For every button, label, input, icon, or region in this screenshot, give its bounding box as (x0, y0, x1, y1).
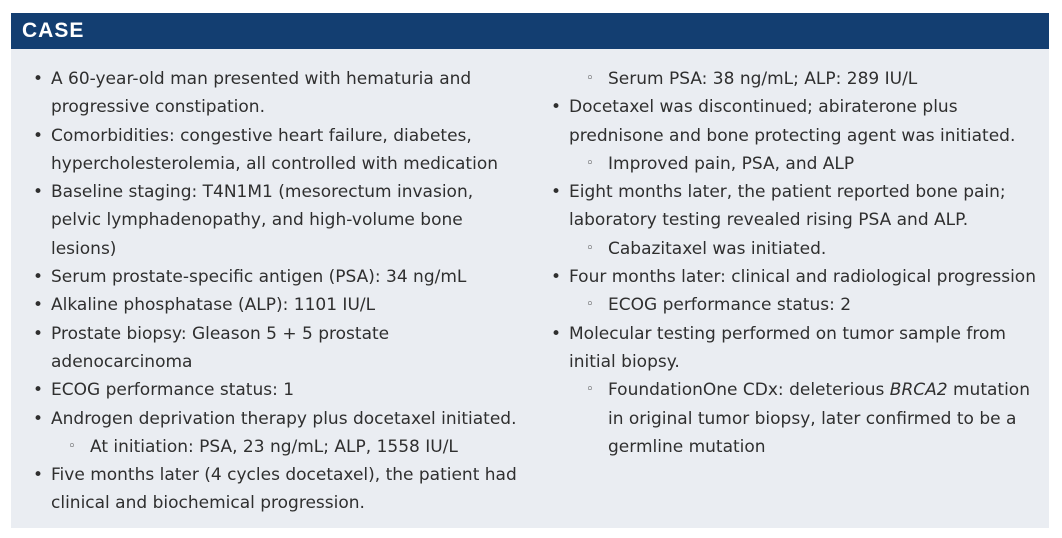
list-item (33, 263, 523, 291)
sub-list-item (551, 150, 1041, 178)
right-column-list (551, 65, 1041, 461)
list-item (33, 291, 523, 319)
bullet-icon: • (33, 465, 44, 486)
list-item-text: At initiation: PSA, 23 ng/mL; ALP, 1558 IU/L (90, 436, 458, 457)
list-item-text: Cabazitaxel was initiated. (608, 238, 827, 259)
sub-bullet-icon: ◦ (586, 71, 594, 86)
list-item-text: Docetaxel was discontinued; abiraterone plus prednisone and bone protecting agent was initiated. (569, 97, 1016, 146)
bullet-icon: • (551, 97, 562, 118)
list-item-text: Improved pain, PSA, and ALP (608, 153, 855, 174)
sub-list-item (551, 291, 1041, 319)
sub-bullet-icon: ◦ (68, 438, 76, 454)
list-item-text: ECOG performance status: 2 (608, 295, 852, 316)
sub-list-item (551, 376, 1041, 461)
list-item (33, 65, 523, 122)
list-item-text: ECOG performance status: 1 (51, 380, 295, 401)
sub-list-item (551, 235, 1041, 263)
list-item (33, 376, 523, 404)
sub-bullet-icon: ◦ (586, 155, 594, 171)
case-body (11, 49, 1049, 528)
bullet-icon: • (33, 125, 44, 146)
bullet-icon: • (551, 267, 562, 288)
bullet-icon: • (33, 323, 44, 344)
list-item (551, 263, 1041, 291)
list-item (551, 320, 1041, 377)
list-item (33, 122, 523, 179)
list-item (33, 178, 523, 263)
list-item-text: Four months later: clinical and radiological progression (569, 267, 1036, 288)
list-item-text: A 60-year-old man presented with hematuria and progressive constipation. (51, 69, 472, 118)
case-header (11, 13, 1049, 49)
list-item-text: Comorbidities: congestive heart failure, diabetes, hypercholesterolemia, all controlled with medication (51, 125, 498, 174)
sub-bullet-icon: ◦ (586, 382, 594, 398)
bullet-icon: • (33, 69, 44, 89)
list-item (33, 405, 523, 433)
list-item-text: Prostate biopsy: Gleason 5 + 5 prostate adenocarcinoma (51, 323, 390, 372)
sub-bullet-icon: ◦ (586, 297, 594, 313)
sub-list-item (33, 433, 523, 461)
list-item (551, 93, 1041, 150)
bullet-icon: • (33, 182, 44, 203)
list-item-text (608, 380, 1030, 457)
left-column-list (33, 65, 523, 518)
list-item-text: Eight months later, the patient reported bone pain; laboratory testing revealed rising PSA and ALP. (569, 182, 1006, 231)
bullet-icon: • (551, 323, 562, 344)
sub-list-item (551, 65, 1041, 93)
list-item-text: Alkaline phosphatase (ALP): 1101 IU/L (51, 295, 376, 316)
bullet-icon: • (33, 408, 44, 429)
list-item-text: Androgen deprivation therapy plus docetaxel initiated. (51, 408, 517, 429)
bullet-icon: • (33, 267, 44, 288)
sub-bullet-icon: ◦ (586, 240, 594, 256)
list-item-text-part: mutation in original tumor biopsy, later confirmed to be a germline mutation (608, 380, 1030, 457)
case-title: CASE (22, 19, 85, 42)
bullet-icon: • (33, 295, 44, 316)
list-item-text: Baseline staging: T4N1M1 (mesorectum invasion, pelvic lymphadenopathy, and high-volume bone lesions) (51, 182, 474, 259)
bullet-icon: • (33, 380, 44, 401)
list-item-text: Molecular testing performed on tumor sample from initial biopsy. (569, 323, 1006, 372)
list-item-text: Serum PSA: 38 ng/mL; ALP: 289 IU/L (608, 69, 918, 89)
gene-name: BRCA2 (889, 380, 948, 401)
list-item (33, 461, 523, 518)
list-item (33, 320, 523, 377)
list-item-text-part: FoundationOne CDx: deleterious (608, 380, 890, 401)
case-panel (11, 13, 1049, 528)
list-item-text: Five months later (4 cycles docetaxel), the patient had clinical and biochemical progression. (51, 465, 517, 514)
list-item (551, 178, 1041, 235)
list-item-text: Serum prostate-specific antigen (PSA): 34 ng/mL (51, 267, 467, 288)
bullet-icon: • (551, 182, 562, 203)
